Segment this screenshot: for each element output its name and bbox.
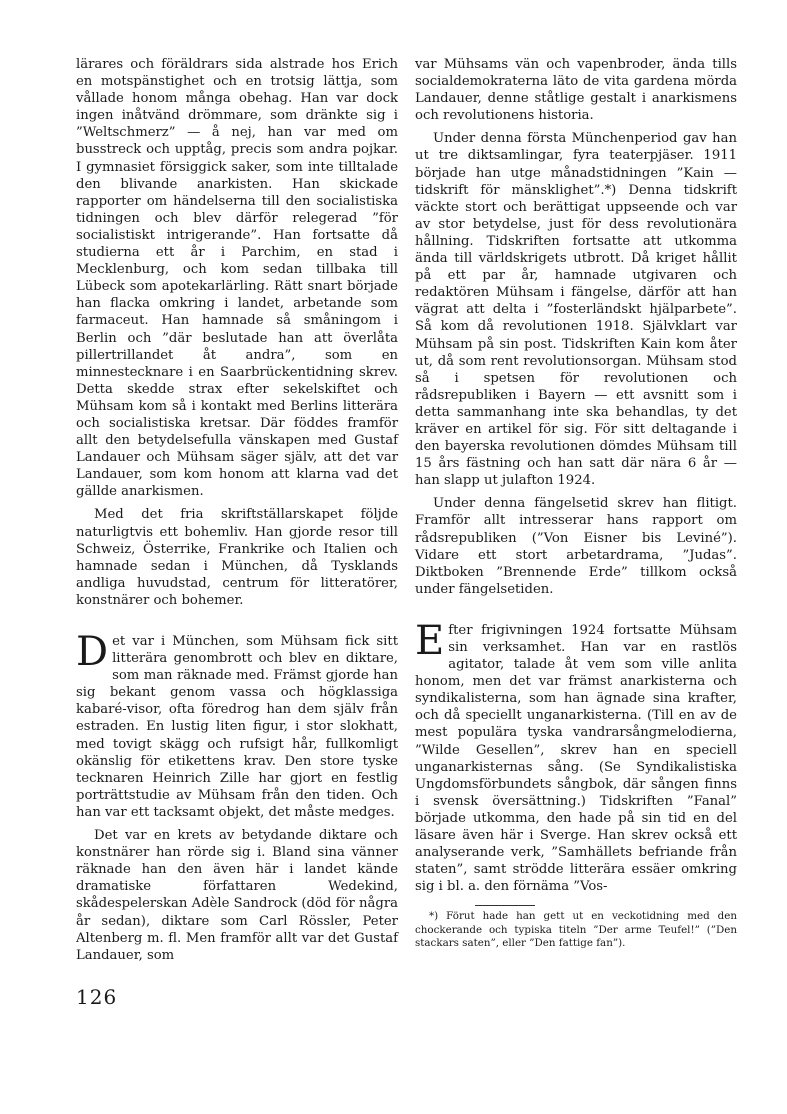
- page-number: 126: [76, 985, 118, 1009]
- drop-cap: E: [415, 617, 445, 664]
- paragraph: Under denna fängelsetid skrev han flitigt. Framför allt intresserar hans rapport om rådsrepubliken (”Von Eisner bis Leviné”). Vidare ett stort arbetardrama, ”Judas”. Diktboken ”Brennende Erde” tillkom också under fängelsetiden.: [415, 496, 737, 597]
- paragraph: lärares och föräldrars sida alstrade hos Erich en motspänstighet och en trotsig lättja, som vållade honom många obehag. Han var dock ingen inåtvänd drömmare, som dränkte sig i ”Weltschmerz” — å nej, han var med om busstreck och upptåg, precis som andra pojkar. I gymnasiet försiggick saker, som inte tilltalade den blivande anarkisten. Han skickade rapporter om händelserna till den socialistiska tidningen och blev därför relegerad ”för socialistiskt intrigerande”. Han fortsatte då studierna ett år i Parchim, en stad i Mecklenburg, och kom sedan tillbaka till Lübeck som apotekarlärling. Rätt snart började han flacka omkring i landet, arbetande som farmaceut. Han hamnade så småningom i Berlin och ”där beslutade han att överlåta pillertrillandet åt andra”, som en minnestecknare i en Saarbrückentidning skrev. Detta skedde strax efter sekelskiftet och Mühsam kom så i kontakt med Berlins litterära och socialistiska kretsar. Där föddes framför allt den betydelsefulla vänskapen med Gustaf Landauer och Mühsam säger själv, att det var Landauer, som kom honom att klarna vad det gällde anarkismen.: [76, 57, 398, 500]
- section-paragraph: [415, 617, 737, 896]
- paragraph: var Mühsams vän och vapenbroder, ända tills socialdemokraterna läto de vita gardena mörda Landauer, denne ståtlige gestalt i anarkismens och revolutionens historia.: [415, 57, 737, 124]
- paragraph-text: fter frigivningen 1924 fortsatte Mühsam sin verksamhet. Han var en rastlös agitator, talade åt vem som ville anlita honom, men det var främst anarkisterna och syndikalisterna, som han ägnade sina krafter, och då speciellt unganarkisterna. (Till en av de mest populära tyska vandrarsångmelodierna, ”Wilde Gesellen”, skrev han en speciell unganarkisternas sång. (Se Syndikalistiska Ungdomsförbundets sångbok, där sången finns i svensk översättning.) Tidskriften ”Fanal” började utkomma, den hade på sin tid en del läsare även här i Sverge. Han skrev också ett analyserande verk, ”Samhällets befriande från staten”, samt strödde litterära essäer omkring sig i bl. a. den förnäma ”Vos-: [415, 622, 737, 895]
- paragraph: Det var en krets av betydande diktare och konstnärer han rörde sig i. Bland sina vänner räknade han den även här i landet kände dramatiske författaren Wedekind, skådespelerskan Adèle Sandrock (död för några år sedan), diktare som Carl Rössler, Peter Altenberg m. fl. Men framför allt var det Gustaf Landauer, som: [76, 828, 398, 963]
- footnote: *) Förut hade han gett ut en veckotidning med den chockerande och typiska titeln ”Der arme Teufel!” (”Den stackars saten”, eller ”Den fattige fan”).: [415, 910, 737, 950]
- right-column: [415, 56, 737, 951]
- paragraph: Med det fria skriftställarskapet följde naturligtvis ett bohemliv. Han gjorde resor till Schweiz, Österrike, Frankrike och Italien och hamnade sedan i München, då Tysklands andliga huvudstad, centrum för litteratörer, konstnärer och bohemer.: [76, 507, 398, 608]
- paragraph-text: et var i München, som Mühsam fick sitt litterära genombrott och blev en diktare, som man räknade med. Främst gjorde han sig bekant genom vassa och högklassiga kabaré-visor, ofta föredrog han dem själv från estraden. En lustig liten figur, i stor slokhatt, med tovigt skägg och rufsigt hår, fullkomligt okänslig för etikettens krav. Den store tyske tecknaren Heinrich Zille har gjort en festlig porträttstudie av Mühsam från den tiden. Och han var ett tacksamt objekt, det måste medges.: [76, 634, 398, 820]
- drop-cap: D: [76, 629, 109, 675]
- left-column: [76, 56, 398, 964]
- footnote-divider: [475, 905, 535, 906]
- paragraph: Under denna första Münchenperiod gav han ut tre diktsamlingar, fyra teaterpjäser. 1911 började han utge månadstidningen ”Kain — tidskrift för mänsklighet”.*) Denna tidskrift väckte stort och berättigat uppseende och var av stor betydelse, just för dess revolutionära hållning. Tidskriften fortsatte att utkomma ända till världskrigets utbrott. Då kriget hållit på ett par år, hamnade utgivaren och redaktören Mühsam i fängelse, därför att han vägrat att delta i ”fosterländskt hjälparbete”. Så kom då revolutionen 1918. Självklart var Mühsam på sin post. Tidskriften Kain kom åter ut, då som rent revolutionsorgan. Mühsam stod så i spetsen för revolutionen och rådsrepubliken i Bayern — ett avsnitt som i detta sammanhang inte ska behandlas, ty det kräver en artikel för sig. För sitt deltagande i den bayerska revolutionen dömdes Mühsam till 15 års fästning och han satt där nära 6 år — han slapp ut julafton 1924.: [415, 131, 737, 489]
- section-paragraph: [76, 629, 398, 821]
